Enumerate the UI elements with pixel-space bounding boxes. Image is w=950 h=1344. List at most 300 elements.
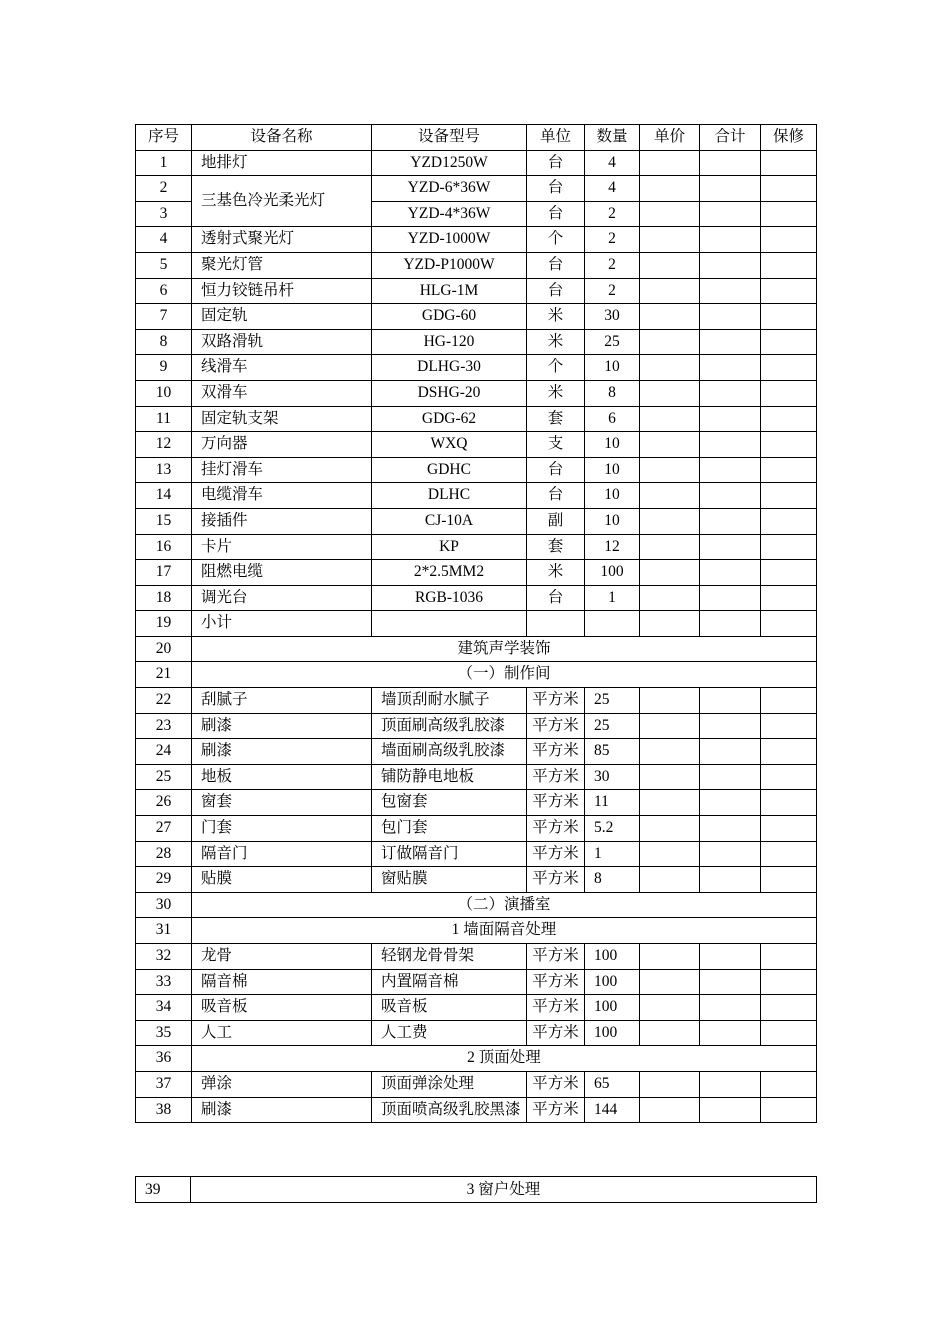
item-total (700, 227, 761, 253)
item-quantity: 100 (585, 995, 640, 1021)
item-warranty (761, 483, 817, 509)
item-price (640, 176, 700, 202)
item-quantity: 10 (585, 355, 640, 381)
column-header: 设备名称 (192, 125, 372, 151)
item-unit: 个 (527, 227, 585, 253)
item-warranty (761, 176, 817, 202)
item-unit: 台 (527, 150, 585, 176)
item-unit: 台 (527, 457, 585, 483)
item-unit (527, 611, 585, 637)
table-row (136, 739, 817, 765)
item-name: 窗套 (192, 790, 372, 816)
item-price (640, 713, 700, 739)
item-unit: 平方米 (527, 713, 585, 739)
table-row (136, 355, 817, 381)
item-name: 卡片 (192, 534, 372, 560)
item-total (700, 1020, 761, 1046)
item-quantity: 8 (585, 380, 640, 406)
item-name: 小计 (192, 611, 372, 637)
item-model: CJ-10A (372, 508, 527, 534)
item-quantity: 65 (585, 1071, 640, 1097)
row-number: 2 (136, 176, 192, 202)
item-quantity: 10 (585, 508, 640, 534)
item-price (640, 611, 700, 637)
item-model: YZD-6*36W (372, 176, 527, 202)
item-model: 墙顶刮耐水腻子 (372, 688, 527, 714)
item-model (372, 611, 527, 637)
item-unit: 台 (527, 201, 585, 227)
row-number: 30 (136, 892, 192, 918)
item-total (700, 304, 761, 330)
item-price (640, 1097, 700, 1123)
table-row (136, 329, 817, 355)
row-number: 22 (136, 688, 192, 714)
item-name: 刷漆 (192, 739, 372, 765)
item-name: 地板 (192, 764, 372, 790)
item-total (700, 1097, 761, 1123)
item-model: GDG-60 (372, 304, 527, 330)
row-number: 1 (136, 150, 192, 176)
item-total (700, 508, 761, 534)
section-row (136, 1046, 817, 1072)
item-total (700, 713, 761, 739)
item-model: 人工费 (372, 1020, 527, 1046)
item-unit: 平方米 (527, 1097, 585, 1123)
item-model: 窗贴膜 (372, 867, 527, 893)
item-total (700, 841, 761, 867)
item-quantity: 85 (585, 739, 640, 765)
item-price (640, 457, 700, 483)
row-number: 14 (136, 483, 192, 509)
item-unit: 平方米 (527, 944, 585, 970)
item-total (700, 995, 761, 1021)
item-quantity: 5.2 (585, 816, 640, 842)
item-unit: 套 (527, 406, 585, 432)
item-quantity: 10 (585, 432, 640, 458)
item-quantity: 6 (585, 406, 640, 432)
item-quantity: 11 (585, 790, 640, 816)
item-price (640, 969, 700, 995)
column-header: 序号 (136, 125, 192, 151)
item-warranty (761, 406, 817, 432)
section-row (136, 892, 817, 918)
table-row (136, 1097, 817, 1123)
item-warranty (761, 457, 817, 483)
item-total (700, 201, 761, 227)
item-unit: 台 (527, 252, 585, 278)
item-warranty (761, 560, 817, 586)
item-quantity: 10 (585, 483, 640, 509)
row-number: 35 (136, 1020, 192, 1046)
section-title: （二）演播室 (192, 892, 817, 918)
item-total (700, 816, 761, 842)
row-number: 13 (136, 457, 192, 483)
item-warranty (761, 739, 817, 765)
item-quantity: 25 (585, 713, 640, 739)
item-quantity: 1 (585, 585, 640, 611)
item-warranty (761, 841, 817, 867)
item-warranty (761, 867, 817, 893)
item-price (640, 995, 700, 1021)
item-model: HG-120 (372, 329, 527, 355)
item-price (640, 329, 700, 355)
item-price (640, 304, 700, 330)
item-name: 贴膜 (192, 867, 372, 893)
table-row (136, 764, 817, 790)
table-row (136, 688, 817, 714)
row-number: 18 (136, 585, 192, 611)
item-quantity: 10 (585, 457, 640, 483)
item-unit: 平方米 (527, 764, 585, 790)
item-unit: 米 (527, 380, 585, 406)
row-number: 27 (136, 816, 192, 842)
row-number: 9 (136, 355, 192, 381)
item-name: 阻燃电缆 (192, 560, 372, 586)
table-row (136, 867, 817, 893)
column-header: 保修 (761, 125, 817, 151)
table-row (136, 585, 817, 611)
item-price (640, 944, 700, 970)
item-quantity: 144 (585, 1097, 640, 1123)
row-number: 31 (136, 918, 192, 944)
table-row (136, 1020, 817, 1046)
item-total (700, 688, 761, 714)
column-header: 单位 (527, 125, 585, 151)
item-model: 吸音板 (372, 995, 527, 1021)
item-model: YZD-P1000W (372, 252, 527, 278)
table-row (136, 227, 817, 253)
item-quantity: 100 (585, 1020, 640, 1046)
item-unit: 台 (527, 585, 585, 611)
item-total (700, 867, 761, 893)
item-unit: 台 (527, 176, 585, 202)
item-name: 电缆滑车 (192, 483, 372, 509)
item-model: 订做隔音门 (372, 841, 527, 867)
row-number: 20 (136, 636, 192, 662)
item-total (700, 764, 761, 790)
item-warranty (761, 201, 817, 227)
table-row (136, 995, 817, 1021)
item-quantity: 25 (585, 688, 640, 714)
item-price (640, 483, 700, 509)
item-model: 内置隔音棉 (372, 969, 527, 995)
item-total (700, 611, 761, 637)
item-warranty (761, 508, 817, 534)
item-quantity: 2 (585, 227, 640, 253)
table-row (136, 432, 817, 458)
table-row (136, 176, 817, 202)
item-model: RGB-1036 (372, 585, 527, 611)
item-unit: 台 (527, 278, 585, 304)
item-model: 2*2.5MM2 (372, 560, 527, 586)
item-warranty (761, 969, 817, 995)
item-warranty (761, 227, 817, 253)
item-name: 刮腻子 (192, 688, 372, 714)
item-model: YZD-1000W (372, 227, 527, 253)
item-unit: 套 (527, 534, 585, 560)
section-row (136, 636, 817, 662)
item-name: 刷漆 (192, 713, 372, 739)
row-number: 19 (136, 611, 192, 637)
section-title: 1 墙面隔音处理 (192, 918, 817, 944)
item-model: 顶面弹涂处理 (372, 1071, 527, 1097)
table-row (136, 278, 817, 304)
row-number: 6 (136, 278, 192, 304)
item-name: 聚光灯管 (192, 252, 372, 278)
item-unit: 平方米 (527, 841, 585, 867)
section-title: 3 窗户处理 (191, 1177, 817, 1203)
item-unit: 台 (527, 483, 585, 509)
table-row (136, 483, 817, 509)
item-price (640, 201, 700, 227)
column-header: 单价 (640, 125, 700, 151)
row-number: 36 (136, 1046, 192, 1072)
item-quantity: 12 (585, 534, 640, 560)
item-name: 接插件 (192, 508, 372, 534)
item-price (640, 867, 700, 893)
item-warranty (761, 995, 817, 1021)
item-name: 万向器 (192, 432, 372, 458)
section-title: 2 顶面处理 (192, 1046, 817, 1072)
item-total (700, 457, 761, 483)
row-number: 7 (136, 304, 192, 330)
item-model: 包门套 (372, 816, 527, 842)
item-total (700, 278, 761, 304)
item-warranty (761, 278, 817, 304)
item-model: DLHC (372, 483, 527, 509)
item-price (640, 560, 700, 586)
column-header: 数量 (585, 125, 640, 151)
item-quantity: 2 (585, 201, 640, 227)
item-warranty (761, 252, 817, 278)
item-unit: 平方米 (527, 995, 585, 1021)
item-name: 挂灯滑车 (192, 457, 372, 483)
item-total (700, 483, 761, 509)
row-number: 17 (136, 560, 192, 586)
item-unit: 平方米 (527, 1071, 585, 1097)
item-quantity: 2 (585, 252, 640, 278)
item-name: 双滑车 (192, 380, 372, 406)
table-row (136, 560, 817, 586)
item-unit: 支 (527, 432, 585, 458)
item-quantity: 30 (585, 764, 640, 790)
column-header: 设备型号 (372, 125, 527, 151)
table-row (136, 252, 817, 278)
item-warranty (761, 585, 817, 611)
item-unit: 平方米 (527, 1020, 585, 1046)
item-name: 吸音板 (192, 995, 372, 1021)
item-quantity: 4 (585, 150, 640, 176)
row-number: 39 (136, 1177, 191, 1203)
row-number: 38 (136, 1097, 192, 1123)
row-number: 34 (136, 995, 192, 1021)
item-quantity: 100 (585, 560, 640, 586)
item-quantity: 30 (585, 304, 640, 330)
item-total (700, 176, 761, 202)
row-number: 26 (136, 790, 192, 816)
item-model: YZD-4*36W (372, 201, 527, 227)
continuation-table (135, 1176, 817, 1203)
item-total (700, 790, 761, 816)
item-price (640, 1071, 700, 1097)
section-title: （一）制作间 (192, 662, 817, 688)
item-price (640, 406, 700, 432)
item-price (640, 816, 700, 842)
item-quantity: 8 (585, 867, 640, 893)
item-total (700, 944, 761, 970)
item-name: 固定轨 (192, 304, 372, 330)
item-model: 墙面刷高级乳胶漆 (372, 739, 527, 765)
column-header: 合计 (700, 125, 761, 151)
item-model: KP (372, 534, 527, 560)
item-quantity: 100 (585, 969, 640, 995)
item-price (640, 534, 700, 560)
table-row (136, 969, 817, 995)
item-total (700, 534, 761, 560)
item-price (640, 739, 700, 765)
item-name: 龙骨 (192, 944, 372, 970)
item-name: 恒力铰链吊杆 (192, 278, 372, 304)
equipment-table (135, 124, 817, 1123)
item-name: 隔音门 (192, 841, 372, 867)
item-model: GDG-62 (372, 406, 527, 432)
item-model: GDHC (372, 457, 527, 483)
table-row (136, 1071, 817, 1097)
item-quantity: 4 (585, 176, 640, 202)
item-name: 门套 (192, 816, 372, 842)
section-title: 建筑声学装饰 (192, 636, 817, 662)
row-number: 10 (136, 380, 192, 406)
item-quantity: 25 (585, 329, 640, 355)
row-number: 28 (136, 841, 192, 867)
item-unit: 平方米 (527, 816, 585, 842)
item-price (640, 841, 700, 867)
item-price (640, 278, 700, 304)
item-warranty (761, 816, 817, 842)
item-total (700, 380, 761, 406)
item-model: 顶面喷高级乳胶黑漆 (372, 1097, 527, 1123)
item-warranty (761, 1097, 817, 1123)
table-row (136, 380, 817, 406)
item-warranty (761, 355, 817, 381)
item-warranty (761, 611, 817, 637)
table-row (136, 457, 817, 483)
item-price (640, 432, 700, 458)
item-quantity: 100 (585, 944, 640, 970)
item-unit: 平方米 (527, 969, 585, 995)
item-price (640, 790, 700, 816)
item-name: 调光台 (192, 585, 372, 611)
row-number: 29 (136, 867, 192, 893)
item-name: 固定轨支架 (192, 406, 372, 432)
item-warranty (761, 764, 817, 790)
item-warranty (761, 380, 817, 406)
item-name: 线滑车 (192, 355, 372, 381)
item-total (700, 969, 761, 995)
item-quantity: 1 (585, 841, 640, 867)
item-total (700, 329, 761, 355)
item-model: DSHG-20 (372, 380, 527, 406)
item-unit: 平方米 (527, 867, 585, 893)
item-price (640, 508, 700, 534)
item-price (640, 585, 700, 611)
row-number: 4 (136, 227, 192, 253)
row-number: 11 (136, 406, 192, 432)
table-row (136, 150, 817, 176)
item-unit: 平方米 (527, 790, 585, 816)
section-row (136, 662, 817, 688)
item-model: WXQ (372, 432, 527, 458)
item-unit: 米 (527, 560, 585, 586)
item-price (640, 150, 700, 176)
item-name: 地排灯 (192, 150, 372, 176)
table-row (136, 611, 817, 637)
row-number: 37 (136, 1071, 192, 1097)
row-number: 3 (136, 201, 192, 227)
row-number: 5 (136, 252, 192, 278)
item-model: 包窗套 (372, 790, 527, 816)
item-warranty (761, 790, 817, 816)
table-row (136, 304, 817, 330)
item-unit: 平方米 (527, 688, 585, 714)
row-number: 23 (136, 713, 192, 739)
item-warranty (761, 534, 817, 560)
header-row (136, 125, 817, 151)
row-number: 8 (136, 329, 192, 355)
item-model: 铺防静电地板 (372, 764, 527, 790)
item-total (700, 406, 761, 432)
item-warranty (761, 688, 817, 714)
row-number: 25 (136, 764, 192, 790)
row-number: 33 (136, 969, 192, 995)
item-price (640, 1020, 700, 1046)
row-number: 16 (136, 534, 192, 560)
item-warranty (761, 329, 817, 355)
table-row (136, 508, 817, 534)
table-row (136, 816, 817, 842)
item-unit: 米 (527, 304, 585, 330)
row-number: 21 (136, 662, 192, 688)
table-row (136, 406, 817, 432)
item-warranty (761, 1071, 817, 1097)
item-price (640, 764, 700, 790)
item-unit: 个 (527, 355, 585, 381)
table-row (136, 944, 817, 970)
item-total (700, 739, 761, 765)
item-total (700, 355, 761, 381)
section-row (136, 1177, 817, 1203)
item-warranty (761, 1020, 817, 1046)
item-total (700, 1071, 761, 1097)
item-total (700, 252, 761, 278)
item-warranty (761, 944, 817, 970)
item-price (640, 380, 700, 406)
item-quantity: 2 (585, 278, 640, 304)
item-price (640, 355, 700, 381)
table-row (136, 534, 817, 560)
item-unit: 副 (527, 508, 585, 534)
item-name: 弹涂 (192, 1071, 372, 1097)
item-name: 刷漆 (192, 1097, 372, 1123)
item-total (700, 432, 761, 458)
item-name: 隔音棉 (192, 969, 372, 995)
item-name: 双路滑轨 (192, 329, 372, 355)
item-unit: 平方米 (527, 739, 585, 765)
row-number: 15 (136, 508, 192, 534)
table-row (136, 713, 817, 739)
item-model: HLG-1M (372, 278, 527, 304)
table-row (136, 790, 817, 816)
